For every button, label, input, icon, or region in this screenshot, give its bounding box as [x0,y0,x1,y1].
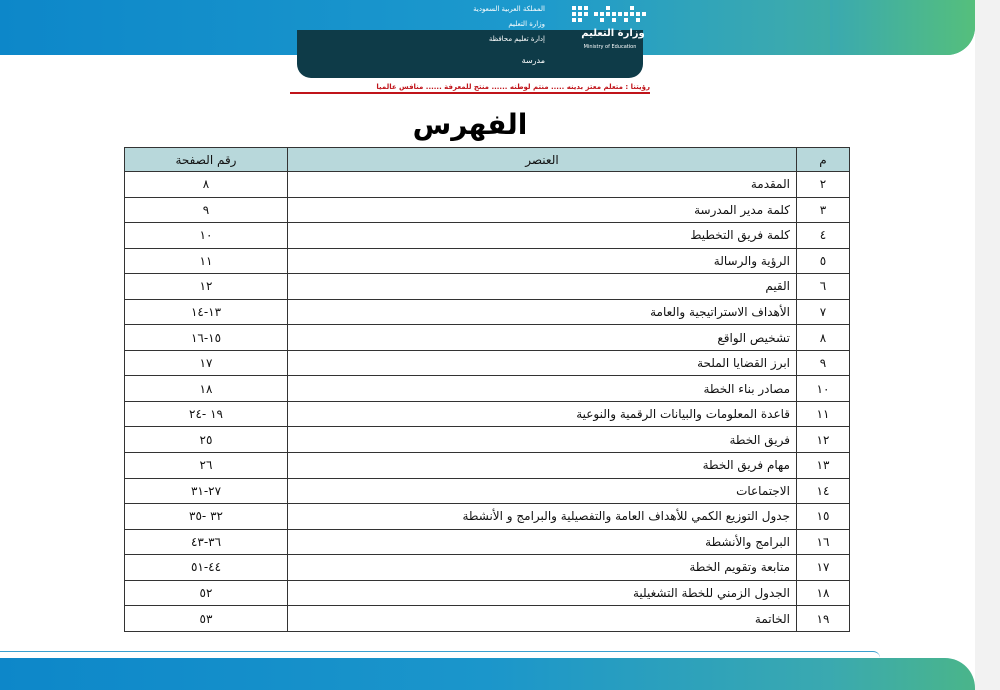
row-number: ٥ [797,248,850,274]
table-row [125,350,850,376]
row-number: ٧ [797,299,850,325]
column-header-num: م [797,148,850,172]
row-page: ١٨ [125,376,288,402]
row-page: ١٥-١٦ [125,325,288,351]
row-item: ابرز القضايا الملحة [288,350,797,376]
row-number: ٣ [797,197,850,223]
row-item: كلمة مدير المدرسة [288,197,797,223]
table-row [125,274,850,300]
table-row [125,299,850,325]
row-item: الخاتمة [288,606,797,632]
row-item: قاعدة المعلومات والبيانات الرقمية والنوعية [288,401,797,427]
row-number: ١٧ [797,555,850,581]
row-page: ١٠ [125,223,288,249]
footer-line [0,651,880,658]
row-page: ٥٢ [125,580,288,606]
table-row [125,555,850,581]
row-number: ١٤ [797,478,850,504]
table-row [125,478,850,504]
row-number: ٦ [797,274,850,300]
row-number: ١١ [797,401,850,427]
table-row [125,376,850,402]
header-line-directorate: إدارة تعليم محافظة [488,35,545,43]
row-page: ١٧ [125,350,288,376]
row-item: متابعة وتقويم الخطة [288,555,797,581]
column-header-page: رقم الصفحة [125,148,288,172]
table-header-row [125,148,850,172]
table-body [125,172,850,632]
row-number: ٩ [797,350,850,376]
row-number: ١٥ [797,504,850,530]
row-item: الأهداف الاستراتيجية والعامة [288,299,797,325]
row-number: ٤ [797,223,850,249]
row-page: ١٩ -٢٤ [125,401,288,427]
table-row [125,453,850,479]
table-row [125,197,850,223]
row-number: ٢ [797,172,850,198]
row-page: ١٣-١٤ [125,299,288,325]
row-item: الجدول الزمني للخطة التشغيلية [288,580,797,606]
row-item: الاجتماعات [288,478,797,504]
table-row [125,504,850,530]
table-row [125,172,850,198]
logo-arabic-text: وزارة التعليم [581,28,645,39]
school-label: مدرسة [521,56,545,65]
row-page: ١٢ [125,274,288,300]
table-row [125,401,850,427]
row-number: ١٨ [797,580,850,606]
logo-dots-icon [572,4,646,26]
footer-banner [0,658,975,690]
row-item: القيم [288,274,797,300]
row-page: ١١ [125,248,288,274]
row-item: كلمة فريق التخطيط [288,223,797,249]
row-page: ٨ [125,172,288,198]
table-row [125,248,850,274]
row-item: البرامج والأنشطة [288,529,797,555]
ministry-logo [570,2,650,52]
toc-table [124,147,850,632]
row-item: المقدمة [288,172,797,198]
table-row [125,529,850,555]
row-page: ٥٣ [125,606,288,632]
row-item: جدول التوزيع الكمي للأهداف العامة والتفصيلية والبرامج و الأنشطة [288,504,797,530]
vision-statement: رؤيتنا : متعلم معتز بدينه ..... منتم لوطنه ...... منتج للمعرفة ...... منافس عالميا [290,83,650,94]
logo-english-text: Ministry of Education [583,44,637,50]
row-page: ٢٦ [125,453,288,479]
row-item: فريق الخطة [288,427,797,453]
table-row [125,325,850,351]
row-item: مهام فريق الخطة [288,453,797,479]
row-page: ٢٥ [125,427,288,453]
row-page: ٤٤-٥١ [125,555,288,581]
table-row [125,606,850,632]
row-number: ١٣ [797,453,850,479]
row-number: ١٠ [797,376,850,402]
row-item: الرؤية والرسالة [288,248,797,274]
page-title: الفهرس [412,108,528,141]
row-number: ١٩ [797,606,850,632]
row-item: تشخيص الواقع [288,325,797,351]
table-row [125,223,850,249]
column-header-item: العنصر [288,148,797,172]
header-line-ministry: وزارة التعليم [508,20,545,28]
table-row [125,580,850,606]
row-number: ٨ [797,325,850,351]
top-banner-accent [830,0,975,55]
row-page: ٢٧-٣١ [125,478,288,504]
table-row [125,427,850,453]
row-number: ١٢ [797,427,850,453]
row-page: ٩ [125,197,288,223]
row-item: مصادر بناء الخطة [288,376,797,402]
row-page: ٣٢ -٣٥ [125,504,288,530]
page-edge [975,0,1000,690]
row-page: ٣٦-٤٣ [125,529,288,555]
header-line-country: المملكة العربية السعودية [473,5,545,13]
header-text [445,2,545,47]
row-number: ١٦ [797,529,850,555]
